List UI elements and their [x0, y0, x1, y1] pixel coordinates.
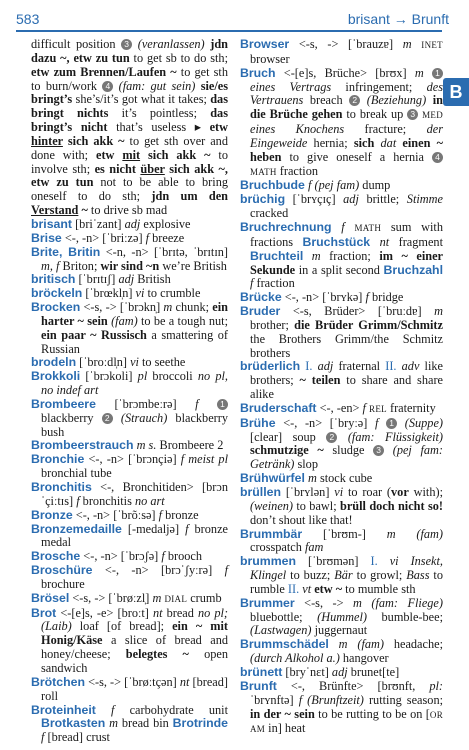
dictionary-entry: brüchig [ˈbrʏçɪç] adj brittle; Stimme cracked [240, 192, 443, 221]
dictionary-entry: brodeln [ˈbroːdl̩n] vi to seethe [31, 355, 186, 370]
dictionary-entry: Brücke <-, -n> [ˈbrʏkə] f bridge [240, 290, 404, 305]
thumb-index-tab: B [443, 78, 469, 106]
dictionary-entry: Brot <-[e]s, -e> [broːt] nt bread no pl; (Laib) loaf [of bread]; ein ~ mit Honig/Käse a slice of bread and honey/cheese; belegtes ~ open sandwich [31, 605, 228, 675]
dictionary-entry: Browser <-s, -> [ˈbrauzɐ] m INET browser [240, 37, 443, 66]
dictionary-entry: Brummschädel m (fam) headache; (durch Alkohol a.) hangover [240, 637, 443, 666]
dictionary-entry: Bruch <-[e]s, Brüche> [brʊx] m 1 eines Vertrags infringement; des Vertrauens breach 2 (Beziehung) in die Brüche gehen to break up 3 MED eines Knochens fracture; der Eingeweide hernia; sich dat einen ~ heben to give oneself a hernia 4 MATH fraction [240, 65, 443, 178]
dictionary-entry: Brummbär [ˈbrʊm-] m (fam) crosspatch fam [240, 526, 444, 555]
page-header [0, 0, 469, 30]
dictionary-entry: Brokkoli [ˈbrɔkoli] pl broccoli no pl, no indef art [31, 369, 228, 398]
dictionary-entry: Brühwürfel m stock cube [240, 471, 373, 486]
dictionary-entry: difficult position 3 (veranlassen) jdn dazu ~, etw zu tun to get sb to do sth; etw zum Brennen/Laufen ~ to get sth to burn/work 4 (fam: gut sein) sie/es bringt’s she’s/it’s got what it takes; das bringt nichts it’s pointless; das bringt’s nicht that’s useless ▸ etw hinter sich akk ~ to get sth over and done with; etw mit sich akk ~ to involve sth; es nicht über sich akk ~, etw zu tun not to be able to bring oneself to do sth; jdn um den Verstand ~ to drive sb mad [31, 37, 229, 218]
header-rule [16, 30, 442, 32]
dictionary-entry: Bronchitis <-, Bronchitiden> [brɔnˈçiːtɪs] f bronchitis no art [31, 480, 228, 508]
dictionary-entry: Bronchie <-, -n> [ˈbrɔnçiə] f meist pl bronchial tube [31, 452, 228, 481]
dictionary-entry: bröckeln [ˈbrœkl̩n] vi to crumble [31, 286, 201, 301]
guide-words: brisant → Brunft [347, 11, 449, 27]
dictionary-entry: Broschüre <-, -n> [brɔˈʃyːrə] f brochure [31, 563, 228, 591]
dictionary-entry: Brühe <-, -n> [ˈbryːə] f 1 (Suppe) [clear] soup 2 (fam: Flüssigkeit) schmutzige ~ sludge 3 (pej fam: Getränk) slop [240, 415, 444, 472]
dictionary-entry: Bronzemedaille [-medaljə] f bronze medal [31, 521, 228, 550]
dictionary-entry: Bruchrechnung f MATH sum with fractions Bruchstück nt fragment Bruchteil m fraction; im ~ einer Sekunde in a split second Bruchzahl f fraction [240, 219, 443, 291]
dictionary-entry: Brise <-, -n> [ˈbriːzə] f breeze [31, 230, 185, 245]
dictionary-entry: brummen [ˈbrʊmən] I. vi Insekt, Klingel to buzz; Bär to growl; Bass to rumble II. vt etw ~ to mumble sth [240, 554, 444, 596]
dictionary-entry: Bruder <-s, Brüder> [ˈbruːdɐ] m brother; die Brüder Grimm/Schmitz the Brothers Grimm/the Schmitz brothers [240, 304, 443, 360]
dictionary-entry: Brösel <-s, -> [ˈbrøːzl̩] m DIAL crumb [31, 590, 222, 605]
left-column [31, 38, 228, 745]
right-column [240, 38, 443, 737]
dictionary-entry: Bronze <-, -n> [ˈbrõːsə] f bronze [31, 507, 199, 522]
dictionary-entry: Brunft <-, Brünfte> [brʊnft, pl: ˈbrʏnftə] f (Brunftzeit) rutting season; in der ~ sein to be rutting to be on [OR AM in] heat [240, 678, 444, 736]
dictionary-entry: Brombeerstrauch m s. Brombeere 2 [31, 438, 224, 453]
dictionary-entry: Brummer <-s, -> m (fam: Fliege) bluebottle; (Hummel) bumble-bee; (Lastwagen) juggernaut [240, 595, 443, 638]
dictionary-entry: brisant [briˈzant] adj explosive [31, 216, 191, 231]
dictionary-entry: brüllen [ˈbrʏlən] vi to roar (vor with); (weinen) to bawl; brüll doch nicht so! don’t shout like that! [240, 485, 444, 527]
dictionary-entry: brünett [bryˈnɛt] adj brunet[te] [240, 664, 400, 679]
page-number: 583 [16, 11, 40, 27]
dictionary-entry: Brötchen <-s, -> [ˈbrøːtçən] nt [bread] roll [31, 674, 228, 703]
dictionary-entry: Brite, Britin <-n, -n> [ˈbrɪtə, ˈbrɪtɪn] m, f Briton; wir sind ~n we’re British [31, 244, 228, 273]
dictionary-entry: brüderlich I. adj fraternal II. adv like brothers; ~ teilen to share and share alike [240, 359, 443, 402]
dictionary-entry: Brombeere [ˈbrɔmbeːrə] f 1 blackberry 2 (Strauch) blackberry bush [31, 396, 228, 439]
dictionary-entry: Broteinheit f carbohydrate unit Brotkasten m bread bin Brotrinde f [bread] crust [31, 702, 228, 745]
dictionary-entry: Bruchbude f (pej fam) dump [240, 178, 391, 193]
dictionary-entry: Bruderschaft <-, -en> f REL fraternity [240, 400, 436, 415]
dictionary-entry: britisch [ˈbrɪtɪʃ] adj British [31, 272, 171, 287]
dictionary-entry: Brocken <-s, -> [ˈbrɔkn̩] m chunk; ein harter ~ sein (fam) to be a tough nut; ein paar ~ Russisch a smattering of Russian [31, 300, 229, 356]
dictionary-entry: Brosche <-, -n> [ˈbrɔʃə] f brooch [31, 549, 202, 564]
